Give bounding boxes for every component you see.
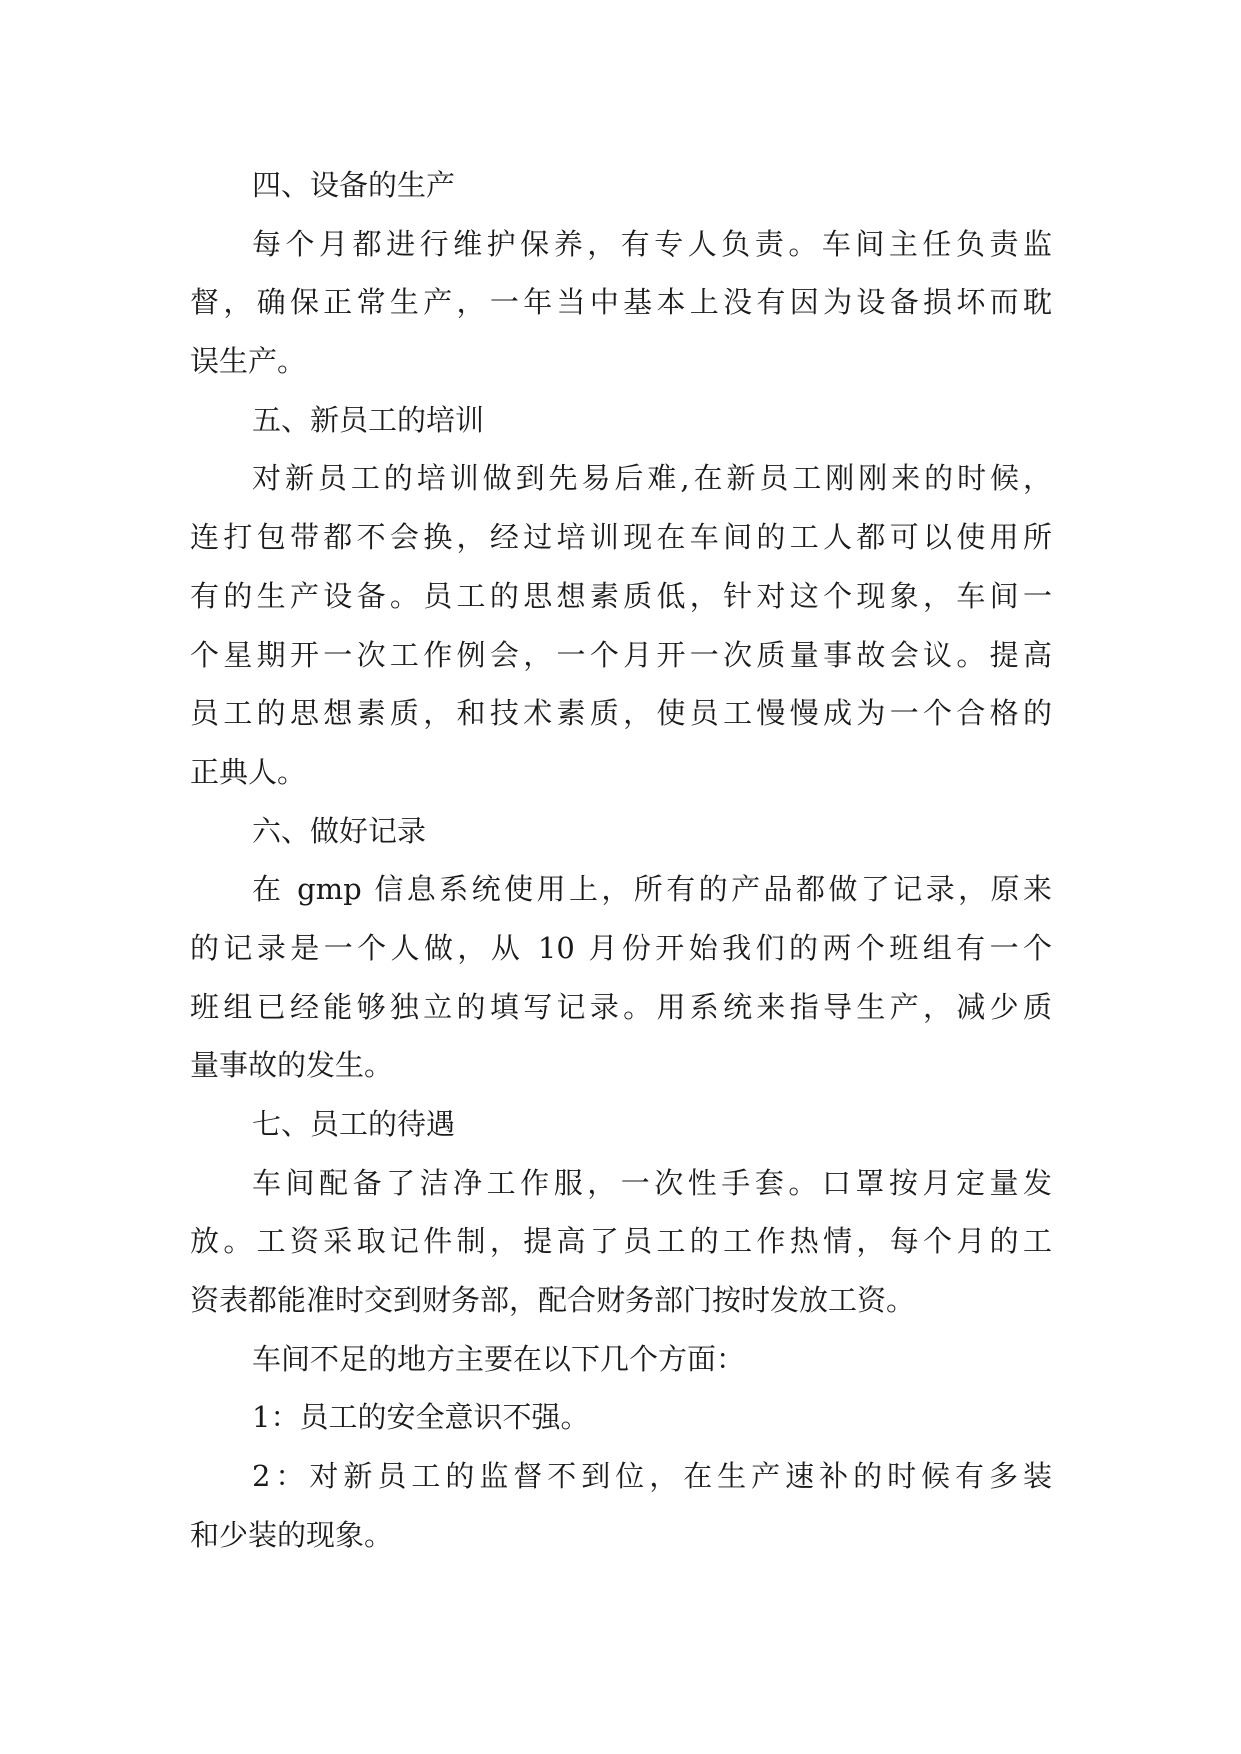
paragraph-line: 有的生产设备。员工的思想素质低，针对这个现象，车间一	[190, 578, 1052, 613]
paragraph-line: 量事故的发生。	[190, 1048, 394, 1083]
paragraph-line: 资表都能准时交到财务部，配合财务部门按时发放工资。	[190, 1283, 916, 1318]
paragraph-line: 误生产。	[190, 344, 307, 379]
list-item: 1：员工的安全意识不强。	[252, 1400, 590, 1435]
list-item: 2：对新员工的监督不到位，在生产速补的时候有多装	[252, 1459, 1052, 1494]
paragraph-line: 个星期开一次工作例会，一个月开一次质量事故会议。提高	[190, 637, 1052, 672]
heading-training: 五、新员工的培训	[252, 402, 485, 437]
paragraph-line: 车间不足的地方主要在以下几个方面：	[252, 1341, 746, 1376]
paragraph-line: 每个月都进行维护保养，有专人负责。车间主任负责监	[252, 226, 1052, 261]
paragraph-line: 车间配备了洁净工作服，一次性手套。口罩按月定量发	[252, 1165, 1052, 1200]
paragraph-line: 连打包带都不会换，经过培训现在车间的工人都可以使用所	[190, 520, 1052, 555]
heading-equipment: 四、设备的生产	[252, 168, 456, 202]
paragraph-line: 在 gmp 信息系统使用上，所有的产品都做了记录，原来	[252, 872, 1052, 907]
paragraph-line: 对新员工的培训做到先易后难,在新员工刚刚来的时候，	[252, 461, 1052, 496]
paragraph-line: 放。工资采取记件制，提高了员工的工作热情，每个月的工	[190, 1224, 1052, 1259]
paragraph-line: 督，确保正常生产，一年当中基本上没有因为设备损坏而耽	[190, 285, 1052, 320]
heading-benefits: 七、员工的待遇	[252, 1107, 456, 1141]
paragraph-line: 和少装的现象。	[190, 1517, 394, 1552]
paragraph-line: 员工的思想素质，和技术素质，使员工慢慢成为一个合格的	[190, 696, 1052, 731]
heading-records: 六、做好记录	[252, 813, 427, 848]
paragraph-line: 班组已经能够独立的填写记录。用系统来指导生产，减少质	[190, 989, 1052, 1024]
document-body	[190, 156, 1052, 1565]
paragraph-line: 的记录是一个人做，从 10 月份开始我们的两个班组有一个	[190, 930, 1052, 965]
paragraph-line: 正典人。	[190, 754, 307, 789]
